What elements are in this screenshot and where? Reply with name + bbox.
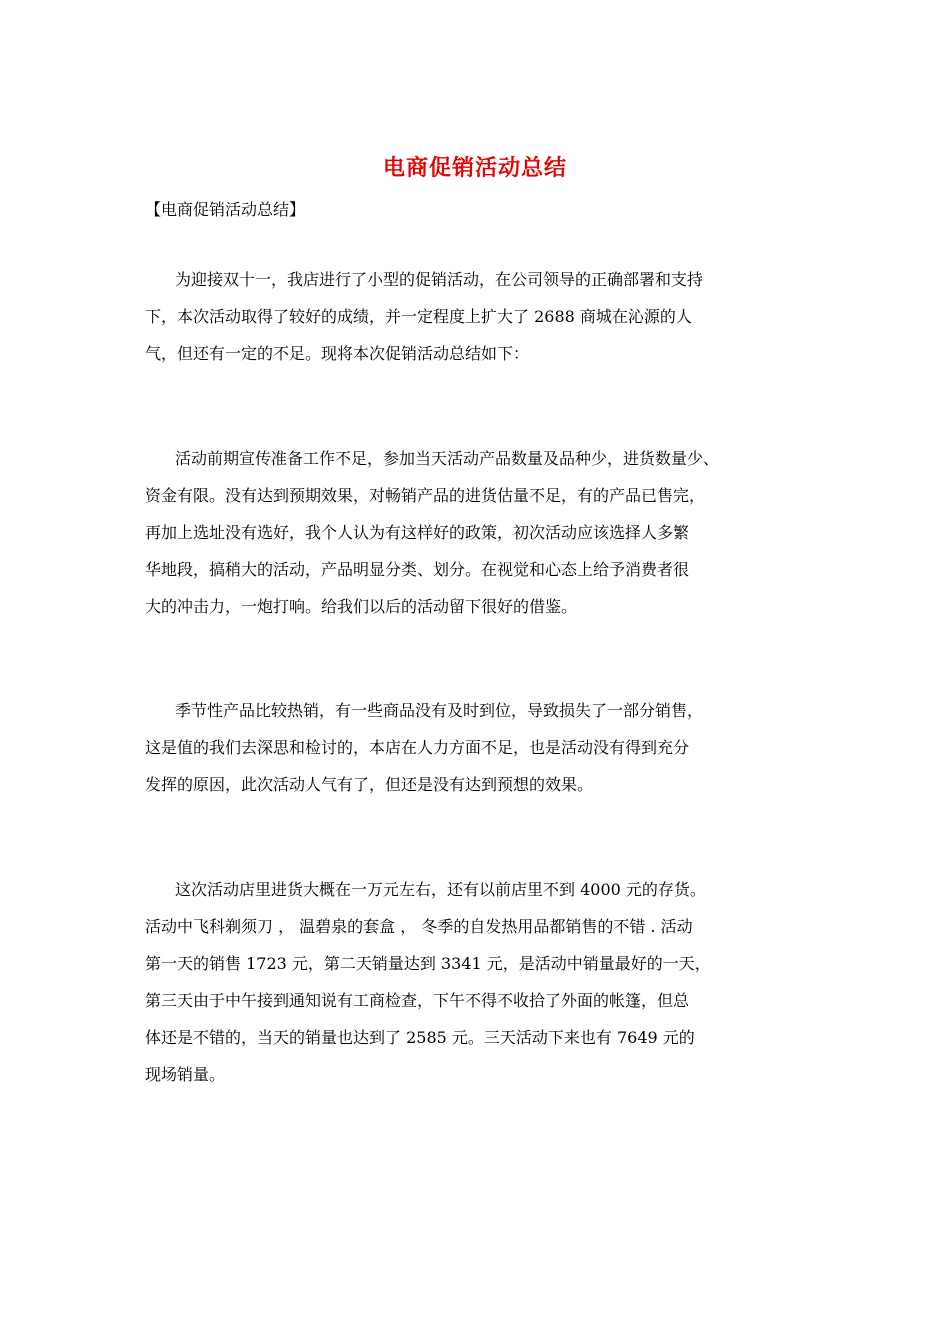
paragraph-line: 这次活动店里进货大概在一万元左右，还有以前店里不到 4000 元的存货。 — [175, 880, 706, 899]
paragraph-line: 第一天的销售 1723 元，第二天销量达到 3341 元，是活动中销量最好的一天， — [145, 954, 711, 973]
paragraph-line: 季节性产品比较热销，有一些商品没有及时到位，导致损失了一部分销售， — [175, 701, 704, 720]
paragraph-sales — [145, 871, 825, 1093]
paragraph-line: 现场销量。 — [145, 1065, 226, 1084]
paragraph-line: 发挥的原因，此次活动人气有了，但还是没有达到预想的效果。 — [145, 775, 594, 794]
paragraph-line: 大的冲击力，一炮打响。给我们以后的活动留下很好的借鉴。 — [145, 597, 578, 616]
document-subtitle: 【电商促销活动总结】 — [145, 200, 306, 219]
paragraph-line: 体还是不错的，当天的销量也达到了 2585 元。三天活动下来也有 7649 元的 — [145, 1028, 695, 1047]
paragraph-line: 资金有限。没有达到预期效果，对畅销产品的进货估量不足，有的产品已售完， — [145, 486, 706, 505]
page-title: 电商促销活动总结 — [382, 155, 567, 181]
paragraph-preparation — [145, 440, 825, 625]
paragraph-line: 下，本次活动取得了较好的成绩，并一定程度上扩大了 2688 商城在沁源的人 — [145, 307, 692, 326]
paragraph-line: 活动前期宣传准备工作不足，参加当天活动产品数量及品种少，进货数量少、 — [175, 449, 720, 468]
paragraph-line: 为迎接双十一，我店进行了小型的促销活动，在公司领导的正确部署和支持 — [175, 270, 704, 289]
paragraph-line: 华地段，搞稍大的活动，产品明显分类、划分。在视觉和心态上给予消费者很 — [145, 560, 690, 579]
paragraph-line: 这是值的我们去深思和检讨的，本店在人力方面不足，也是活动没有得到充分 — [145, 738, 690, 757]
paragraph-intro — [145, 261, 825, 372]
paragraph-line: 活动中飞科剃须刀 ， 温碧泉的套盒 ， 冬季的自发热用品都销售的不错 . 活动 — [145, 917, 693, 936]
paragraph-line: 再加上选址没有选好，我个人认为有这样好的政策，初次活动应该选择人多繁 — [145, 523, 690, 542]
paragraph-line: 第三天由于中午接到通知说有工商检查，下午不得不收拾了外面的帐篷，但总 — [145, 991, 690, 1010]
paragraph-seasonal — [145, 692, 825, 803]
paragraph-line: 气，但还有一定的不足。现将本次促销活动总结如下： — [145, 344, 530, 363]
